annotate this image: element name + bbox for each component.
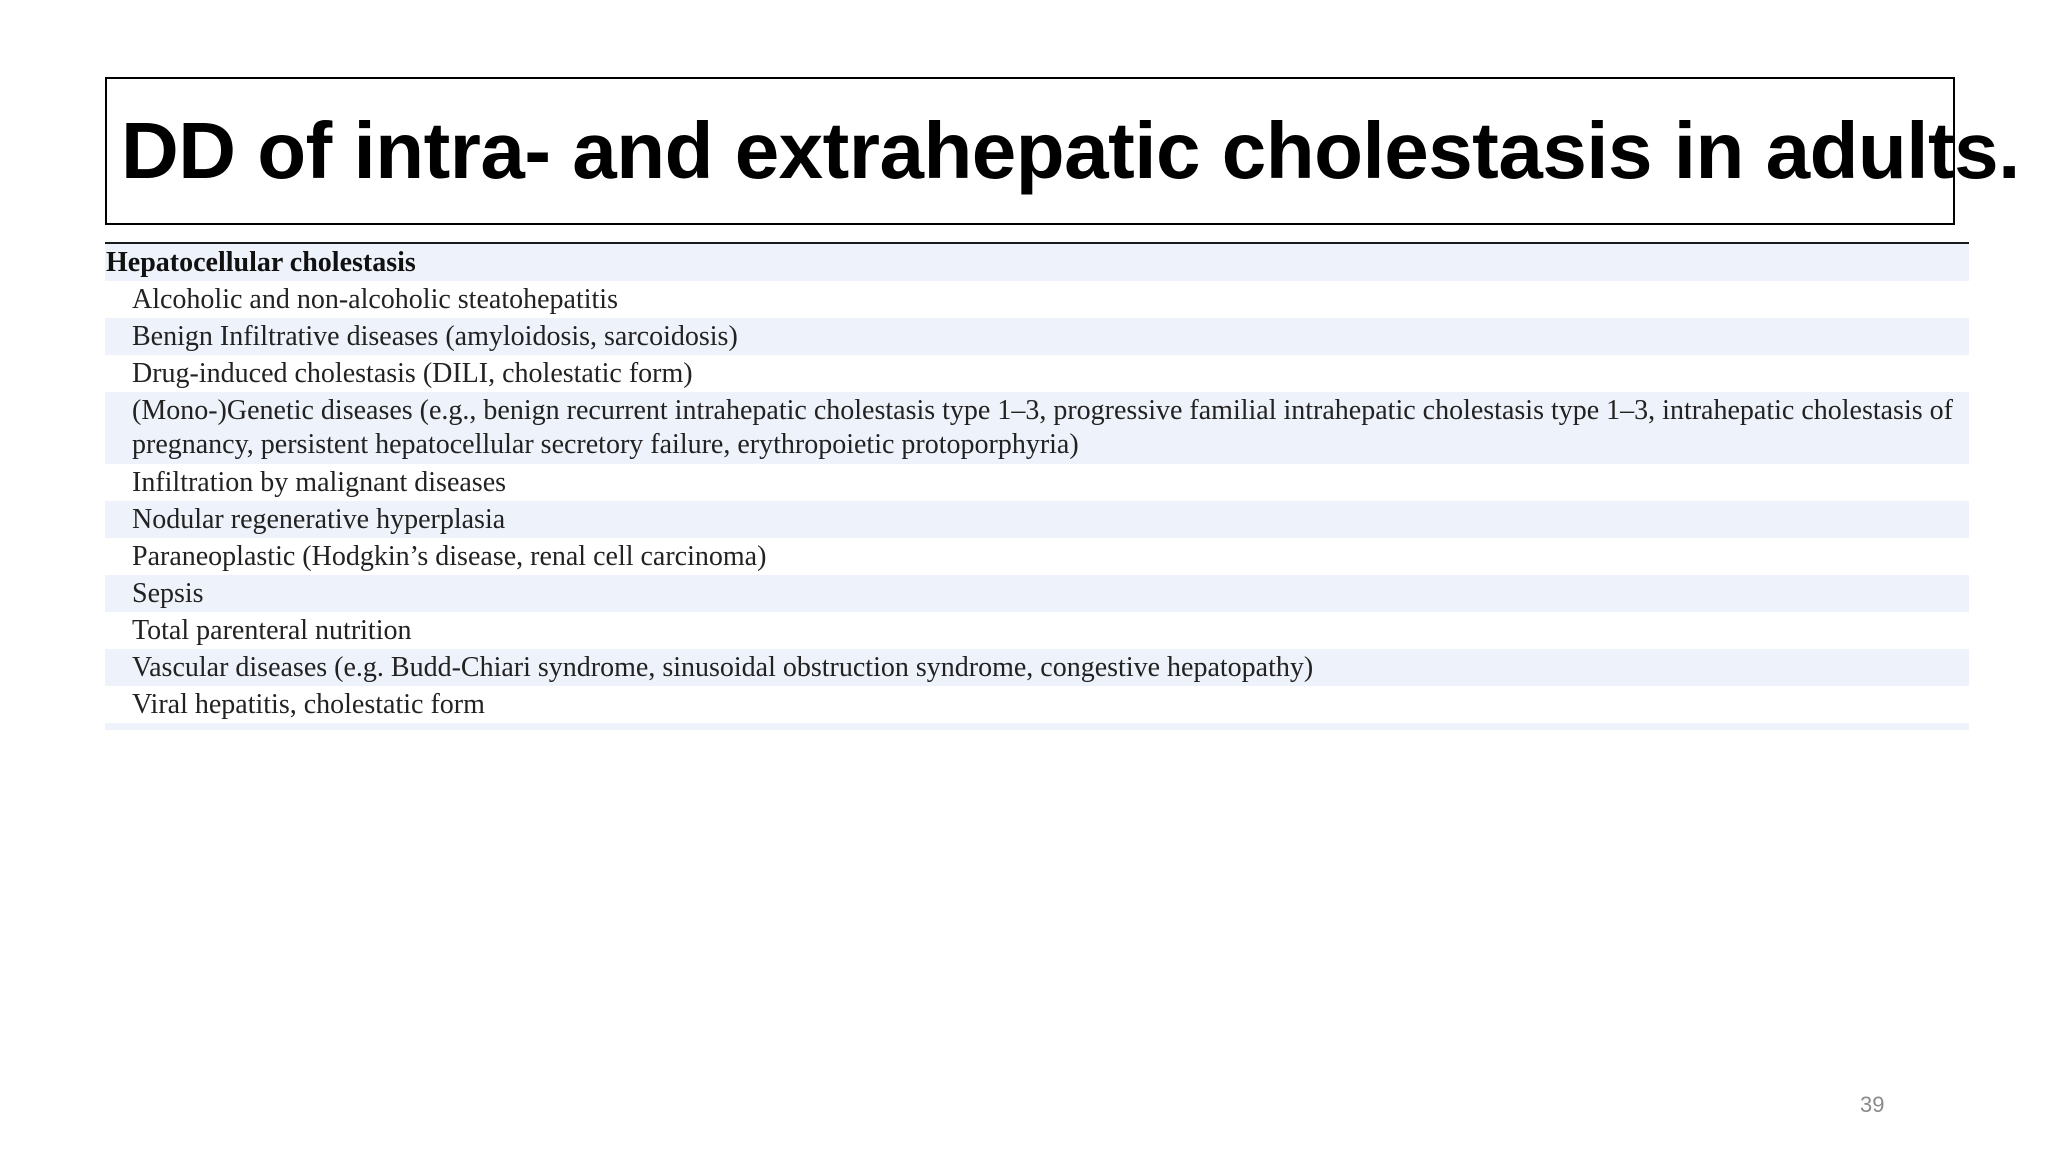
table-row: Infiltration by malignant diseases [132,467,507,498]
table-row: Viral hepatitis, cholestatic form [132,689,485,720]
cholestasis-table [105,242,1969,730]
table-row: Vascular diseases (e.g. Budd-Chiari syndrome, sinusoidal obstruction syndrome, congestive hepatopathy) [105,649,1969,686]
table-bottom-rule [105,723,1969,730]
table-row: Nodular regenerative hyperplasia [105,501,1969,538]
table-row: Paraneoplastic (Hodgkin’s disease, renal cell carcinoma) [132,541,767,572]
table-header: Hepatocellular cholestasis [105,244,1969,281]
table-row: Total parenteral nutrition [132,615,412,646]
page-number: 39 [1860,1092,1885,1117]
title-box [105,77,2020,225]
table-row: (Mono-)Genetic diseases (e.g., benign recurrent intrahepatic cholestasis type 1–3, progressive familial intrahepatic cholestasis type 1–3, intrahepatic cholestasis of pregnancy, persistent hepatocellular secretory failure, erythropoietic protoporphyria) [105,392,1969,464]
table-row: Benign Infiltrative diseases (amyloidosis, sarcoidosis) [105,318,1969,355]
table-row: Alcoholic and non-alcoholic steatohepatitis [132,284,618,315]
table-row: Sepsis [105,575,1969,612]
table-row: Drug-induced cholestasis (DILI, cholestatic form) [132,358,693,389]
slide-title: DD of intra- and extrahepatic cholestasis in adults. [121,106,2020,195]
